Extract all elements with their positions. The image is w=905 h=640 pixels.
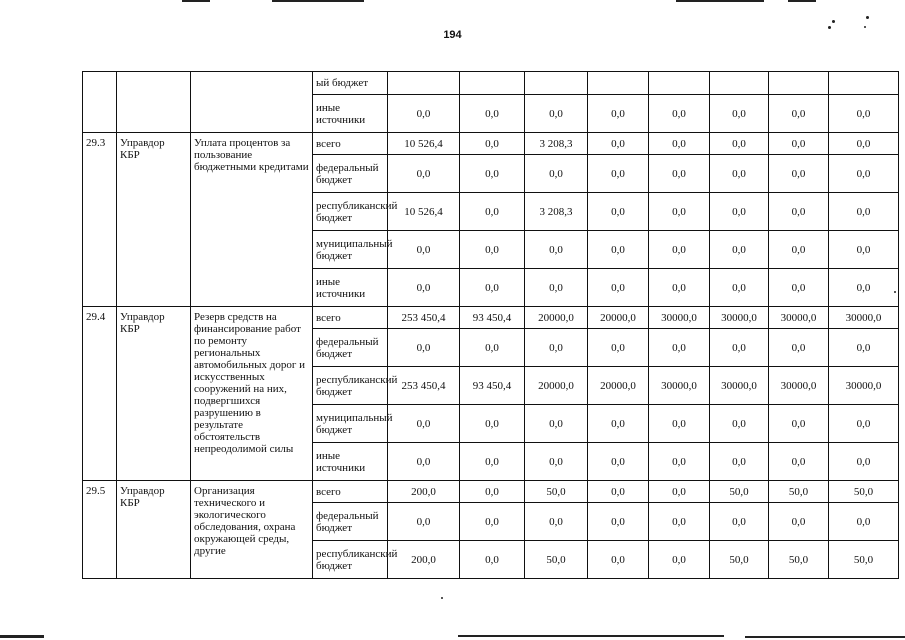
amount-cell: 0,0 bbox=[769, 405, 829, 443]
amount-cell: 0,0 bbox=[769, 503, 829, 541]
amount-cell: 0,0 bbox=[388, 269, 460, 307]
amount-cell: 50,0 bbox=[829, 481, 899, 503]
amount-cell: 20000,0 bbox=[525, 307, 588, 329]
scan-artifact-line bbox=[182, 0, 210, 2]
amount-cell: 0,0 bbox=[588, 541, 649, 579]
amount-cell: 30000,0 bbox=[769, 307, 829, 329]
funding-source: республиканский бюджет bbox=[313, 541, 388, 579]
amount-cell: 0,0 bbox=[460, 193, 525, 231]
scan-artifact-line bbox=[0, 635, 44, 638]
amount-cell: 50,0 bbox=[525, 541, 588, 579]
amount-cell: 0,0 bbox=[769, 193, 829, 231]
amount-cell: 0,0 bbox=[649, 405, 710, 443]
amount-cell: 200,0 bbox=[388, 541, 460, 579]
amount-cell: 30000,0 bbox=[710, 307, 769, 329]
amount-cell: 0,0 bbox=[460, 95, 525, 133]
amount-cell: 0,0 bbox=[649, 155, 710, 193]
amount-cell: 0,0 bbox=[388, 231, 460, 269]
amount-cell: 0,0 bbox=[769, 269, 829, 307]
scan-artifact-line bbox=[676, 0, 764, 2]
amount-cell: 50,0 bbox=[710, 541, 769, 579]
amount-cell: 93 450,4 bbox=[460, 367, 525, 405]
amount-cell: 50,0 bbox=[829, 541, 899, 579]
amount-cell: 10 526,4 bbox=[388, 133, 460, 155]
responsible-org: Управдор КБР bbox=[117, 481, 191, 579]
amount-cell: 0,0 bbox=[710, 193, 769, 231]
amount-cell: 50,0 bbox=[525, 481, 588, 503]
amount-cell: 0,0 bbox=[769, 95, 829, 133]
amount-cell: 50,0 bbox=[710, 481, 769, 503]
amount-cell: 0,0 bbox=[649, 443, 710, 481]
amount-cell: 0,0 bbox=[710, 329, 769, 367]
amount-cell bbox=[649, 72, 710, 95]
amount-cell: 20000,0 bbox=[588, 307, 649, 329]
amount-cell: 0,0 bbox=[460, 329, 525, 367]
amount-cell: 3 208,3 bbox=[525, 133, 588, 155]
scan-artifact-speck bbox=[441, 597, 443, 599]
measure-description: Резерв средств на финансирование работ по ремонту региональных автомобильных дорог и искусственных сооружений на них, подвергшихся разрушению в результате обстоятельств непреодолимой силы bbox=[191, 307, 313, 481]
funding-source: иные источники bbox=[313, 269, 388, 307]
amount-cell: 0,0 bbox=[710, 231, 769, 269]
amount-cell: 0,0 bbox=[525, 329, 588, 367]
amount-cell: 0,0 bbox=[710, 155, 769, 193]
amount-cell: 253 450,4 bbox=[388, 307, 460, 329]
amount-cell: 0,0 bbox=[588, 231, 649, 269]
table-row bbox=[83, 481, 899, 503]
amount-cell: 0,0 bbox=[525, 95, 588, 133]
section-index: 29.3 bbox=[83, 133, 117, 307]
amount-cell: 0,0 bbox=[588, 481, 649, 503]
measure-description: Уплата процентов за пользование бюджетными кредитами bbox=[191, 133, 313, 307]
amount-cell: 30000,0 bbox=[649, 367, 710, 405]
funding-source: иные источники bbox=[313, 95, 388, 133]
continued-org bbox=[117, 72, 191, 133]
scan-artifact-speck bbox=[832, 20, 835, 23]
funding-source: республиканский бюджет bbox=[313, 367, 388, 405]
amount-cell: 0,0 bbox=[710, 133, 769, 155]
funding-source: федеральный бюджет bbox=[313, 503, 388, 541]
amount-cell: 0,0 bbox=[829, 133, 899, 155]
amount-cell: 0,0 bbox=[525, 155, 588, 193]
table-row bbox=[83, 72, 899, 95]
amount-cell: 0,0 bbox=[588, 193, 649, 231]
scan-artifact-line bbox=[745, 636, 905, 638]
page-number: 194 bbox=[443, 29, 462, 41]
amount-cell: 0,0 bbox=[829, 231, 899, 269]
funding-source: федеральный бюджет bbox=[313, 155, 388, 193]
scan-artifact-line bbox=[272, 0, 364, 2]
amount-cell: 0,0 bbox=[829, 405, 899, 443]
amount-cell: 0,0 bbox=[525, 405, 588, 443]
amount-cell bbox=[710, 72, 769, 95]
amount-cell: 0,0 bbox=[588, 503, 649, 541]
funding-source: иные источники bbox=[313, 443, 388, 481]
amount-cell: 0,0 bbox=[588, 95, 649, 133]
amount-cell: 50,0 bbox=[769, 481, 829, 503]
amount-cell: 0,0 bbox=[388, 155, 460, 193]
continued-index bbox=[83, 72, 117, 133]
amount-cell: 0,0 bbox=[388, 443, 460, 481]
amount-cell: 0,0 bbox=[649, 541, 710, 579]
amount-cell: 0,0 bbox=[649, 269, 710, 307]
amount-cell: 0,0 bbox=[525, 231, 588, 269]
amount-cell: 0,0 bbox=[829, 503, 899, 541]
amount-cell: 0,0 bbox=[649, 481, 710, 503]
continued-desc bbox=[191, 72, 313, 133]
amount-cell bbox=[588, 72, 649, 95]
amount-cell: 0,0 bbox=[710, 443, 769, 481]
amount-cell: 0,0 bbox=[525, 503, 588, 541]
amount-cell: 0,0 bbox=[649, 503, 710, 541]
responsible-org: Управдор КБР bbox=[117, 307, 191, 481]
section-index: 29.4 bbox=[83, 307, 117, 481]
amount-cell: 30000,0 bbox=[710, 367, 769, 405]
funding-source: республиканский бюджет bbox=[313, 193, 388, 231]
amount-cell: 0,0 bbox=[649, 329, 710, 367]
scan-artifact-speck bbox=[864, 26, 866, 28]
funding-source: всего bbox=[313, 481, 388, 503]
amount-cell: 0,0 bbox=[829, 155, 899, 193]
amount-cell: 0,0 bbox=[588, 155, 649, 193]
amount-cell: 0,0 bbox=[388, 503, 460, 541]
amount-cell: 0,0 bbox=[460, 405, 525, 443]
amount-cell: 0,0 bbox=[588, 269, 649, 307]
responsible-org: Управдор КБР bbox=[117, 133, 191, 307]
amount-cell: 0,0 bbox=[588, 133, 649, 155]
amount-cell: 10 526,4 bbox=[388, 193, 460, 231]
budget-table bbox=[82, 71, 899, 579]
amount-cell: 0,0 bbox=[649, 133, 710, 155]
table-row bbox=[83, 307, 899, 329]
table-row bbox=[83, 133, 899, 155]
amount-cell: 0,0 bbox=[769, 155, 829, 193]
amount-cell bbox=[525, 72, 588, 95]
amount-cell: 0,0 bbox=[388, 95, 460, 133]
amount-cell: 0,0 bbox=[460, 541, 525, 579]
amount-cell bbox=[769, 72, 829, 95]
amount-cell: 0,0 bbox=[710, 503, 769, 541]
amount-cell: 0,0 bbox=[649, 231, 710, 269]
amount-cell: 0,0 bbox=[829, 269, 899, 307]
amount-cell: 20000,0 bbox=[525, 367, 588, 405]
funding-source: муниципальный бюджет bbox=[313, 405, 388, 443]
funding-source: всего bbox=[313, 307, 388, 329]
amount-cell: 0,0 bbox=[710, 405, 769, 443]
amount-cell: 0,0 bbox=[460, 133, 525, 155]
amount-cell bbox=[460, 72, 525, 95]
amount-cell: 0,0 bbox=[649, 95, 710, 133]
amount-cell: 0,0 bbox=[769, 329, 829, 367]
amount-cell: 0,0 bbox=[769, 443, 829, 481]
amount-cell: 0,0 bbox=[588, 329, 649, 367]
amount-cell: 200,0 bbox=[388, 481, 460, 503]
scan-artifact-speck bbox=[894, 291, 896, 293]
amount-cell: 0,0 bbox=[460, 443, 525, 481]
measure-description: Организация технического и экологического обследования, охрана окружающей среды, другие bbox=[191, 481, 313, 579]
section-index: 29.5 bbox=[83, 481, 117, 579]
amount-cell: 0,0 bbox=[588, 405, 649, 443]
amount-cell: 50,0 bbox=[769, 541, 829, 579]
amount-cell: 30000,0 bbox=[769, 367, 829, 405]
amount-cell: 30000,0 bbox=[829, 367, 899, 405]
amount-cell: 0,0 bbox=[460, 269, 525, 307]
amount-cell: 0,0 bbox=[649, 193, 710, 231]
amount-cell: 0,0 bbox=[710, 269, 769, 307]
amount-cell: 0,0 bbox=[829, 95, 899, 133]
amount-cell: 0,0 bbox=[588, 443, 649, 481]
amount-cell: 0,0 bbox=[460, 481, 525, 503]
amount-cell: 0,0 bbox=[769, 231, 829, 269]
amount-cell: 0,0 bbox=[769, 133, 829, 155]
amount-cell bbox=[388, 72, 460, 95]
amount-cell: 30000,0 bbox=[829, 307, 899, 329]
amount-cell: 253 450,4 bbox=[388, 367, 460, 405]
amount-cell: 0,0 bbox=[829, 443, 899, 481]
amount-cell: 0,0 bbox=[829, 329, 899, 367]
amount-cell: 0,0 bbox=[525, 269, 588, 307]
amount-cell: 20000,0 bbox=[588, 367, 649, 405]
scan-artifact-line bbox=[788, 0, 816, 2]
amount-cell bbox=[829, 72, 899, 95]
scan-artifact-speck bbox=[866, 16, 869, 19]
amount-cell: 30000,0 bbox=[649, 307, 710, 329]
amount-cell: 0,0 bbox=[388, 329, 460, 367]
funding-source: всего bbox=[313, 133, 388, 155]
funding-source: федеральный бюджет bbox=[313, 329, 388, 367]
amount-cell: 0,0 bbox=[460, 231, 525, 269]
amount-cell: 0,0 bbox=[710, 95, 769, 133]
funding-source: ый бюджет bbox=[313, 72, 388, 95]
amount-cell: 0,0 bbox=[388, 405, 460, 443]
scan-artifact-line bbox=[458, 635, 724, 637]
amount-cell: 0,0 bbox=[525, 443, 588, 481]
amount-cell: 93 450,4 bbox=[460, 307, 525, 329]
funding-source: муниципальный бюджет bbox=[313, 231, 388, 269]
amount-cell: 0,0 bbox=[460, 503, 525, 541]
amount-cell: 3 208,3 bbox=[525, 193, 588, 231]
amount-cell: 0,0 bbox=[460, 155, 525, 193]
amount-cell: 0,0 bbox=[829, 193, 899, 231]
